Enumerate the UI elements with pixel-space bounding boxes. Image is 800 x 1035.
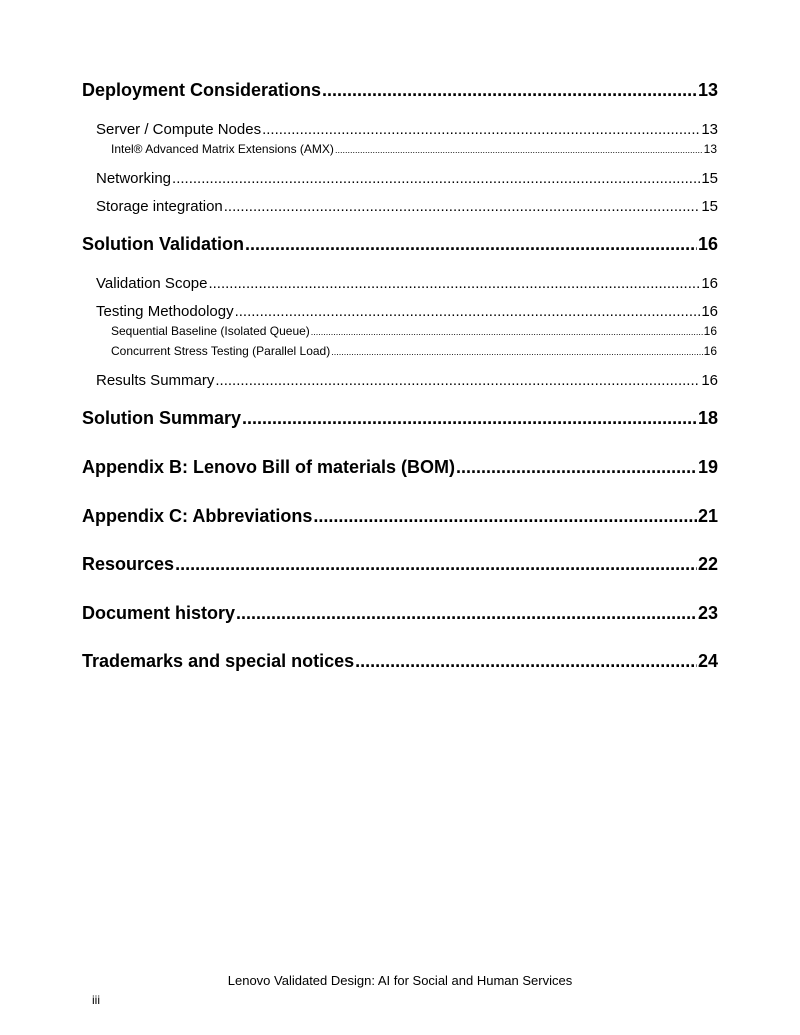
toc-entry-title: Sequential Baseline (Isolated Queue) <box>111 324 310 338</box>
footer-document-title: Lenovo Validated Design: AI for Social and Human Services <box>227 973 573 988</box>
toc-entry-resources[interactable] <box>82 554 718 575</box>
toc-entry-deployment-considerations[interactable] <box>82 80 718 101</box>
toc-entry-intel-amx[interactable] <box>111 142 717 156</box>
toc-entry-title: Results Summary <box>96 372 215 389</box>
toc-leader-dots <box>245 234 697 255</box>
toc-entry-title: Appendix C: Abbreviations <box>82 506 313 526</box>
toc-entry-page: 13 <box>697 80 718 100</box>
toc-entry-title: Solution Validation <box>82 234 244 254</box>
toc-leader-dots <box>235 303 701 320</box>
toc-entry-results-summary[interactable] <box>96 372 718 389</box>
toc-leader-dots <box>311 327 703 337</box>
toc-entry-storage-integration[interactable] <box>96 198 718 215</box>
toc-entry-title: Appendix B: Lenovo Bill of materials (BOM) <box>82 457 456 477</box>
toc-entry-title: Testing Methodology <box>96 303 234 320</box>
toc-leader-dots <box>262 121 700 138</box>
toc-entry-title: Validation Scope <box>96 275 208 292</box>
toc-leader-dots <box>175 554 697 575</box>
toc-entry-solution-validation[interactable] <box>82 234 718 255</box>
toc-entry-document-history[interactable] <box>82 603 718 624</box>
toc-entry-page: 16 <box>701 303 718 320</box>
toc-leader-dots <box>355 651 697 672</box>
toc-leader-dots <box>456 457 697 478</box>
toc-entry-title: Networking <box>96 170 172 187</box>
toc-entry-title: Server / Compute Nodes <box>96 121 262 138</box>
toc-entry-page: 16 <box>701 372 718 389</box>
toc-entry-title: Trademarks and special notices <box>82 651 355 671</box>
toc-leader-dots <box>224 198 701 215</box>
toc-leader-dots <box>331 347 702 357</box>
toc-entry-appendix-b-bom[interactable] <box>82 457 718 478</box>
toc-entry-appendix-c-abbreviations[interactable] <box>82 506 718 527</box>
toc-entry-page: 23 <box>697 603 718 623</box>
toc-entry-page: 16 <box>703 344 717 358</box>
toc-leader-dots <box>236 603 697 624</box>
toc-entry-page: 18 <box>697 408 718 428</box>
toc-leader-dots <box>313 506 697 527</box>
toc-leader-dots <box>335 145 703 155</box>
toc-entry-solution-summary[interactable] <box>82 408 718 429</box>
toc-leader-dots <box>322 80 697 101</box>
toc-entry-page: 21 <box>697 506 718 526</box>
toc-entry-page: 13 <box>703 142 717 156</box>
toc-entry-trademarks[interactable] <box>82 651 718 672</box>
toc-entry-page: 16 <box>697 234 718 254</box>
toc-entry-title: Deployment Considerations <box>82 80 322 100</box>
toc-entry-page: 13 <box>701 121 718 138</box>
toc-entry-testing-methodology[interactable] <box>96 303 718 320</box>
toc-leader-dots <box>208 275 700 292</box>
toc-leader-dots <box>172 170 700 187</box>
toc-entry-title: Intel® Advanced Matrix Extensions (AMX) <box>111 142 334 156</box>
toc-entry-page: 19 <box>697 457 718 477</box>
toc-entry-page: 15 <box>701 170 718 187</box>
toc-entry-validation-scope[interactable] <box>96 275 718 292</box>
toc-entry-page: 22 <box>697 554 718 574</box>
toc-entry-page: 16 <box>701 275 718 292</box>
toc-entry-title: Solution Summary <box>82 408 242 428</box>
toc-entry-concurrent-stress-testing[interactable] <box>111 344 717 358</box>
toc-entry-title: Resources <box>82 554 175 574</box>
toc-leader-dots <box>215 372 700 389</box>
toc-entry-sequential-baseline[interactable] <box>111 324 717 338</box>
toc-entry-networking[interactable] <box>96 170 718 187</box>
toc-entry-title: Concurrent Stress Testing (Parallel Load) <box>111 344 331 358</box>
toc-entry-page: 24 <box>697 651 718 671</box>
toc-entry-server-compute-nodes[interactable] <box>96 121 718 138</box>
toc-entry-title: Storage integration <box>96 198 223 215</box>
footer-page-number: iii <box>92 993 100 1007</box>
toc-leader-dots <box>242 408 697 429</box>
toc-entry-title: Document history <box>82 603 236 623</box>
toc-entry-page: 15 <box>701 198 718 215</box>
toc-entry-page: 16 <box>703 324 717 338</box>
